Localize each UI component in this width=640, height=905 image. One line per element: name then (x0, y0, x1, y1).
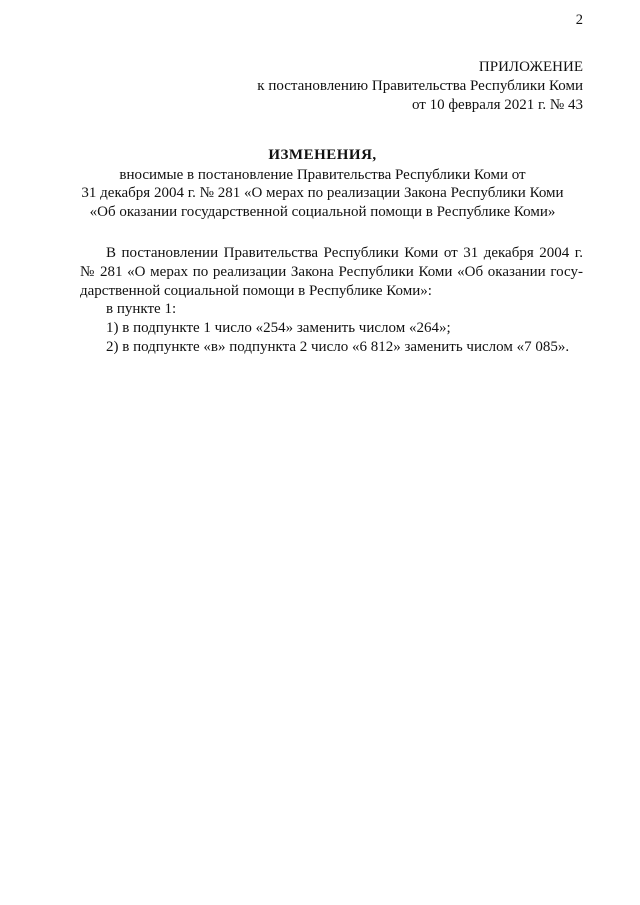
list-item-2: 2) в подпункте «в» подпункта 2 число «6 812» заменить числом «7 085». (106, 338, 570, 355)
page-number: 2 (575, 12, 583, 28)
body-paragraph-line-3: дарственной социальной помощи в Республике Коми»: (80, 282, 432, 299)
list-item-1: 1) в подпункте 1 число «254» заменить числом «264»; (106, 320, 451, 337)
body-paragraph-line-2: № 281 «О мерах по реализации Закона Республики Коми «Об оказании госу- (80, 263, 583, 280)
heading-line-2: 31 декабря 2004 г. № 281 «О мерах по реализации Закона Республики Коми (81, 185, 564, 201)
appendix-reference-line: к постановлению Правительства Республики Коми (257, 78, 583, 94)
document-heading (60, 146, 585, 221)
heading-line-3: «Об оказании государственной социальной помощи в Республике Коми» (89, 203, 556, 220)
appendix-header (257, 58, 583, 115)
item-intro: в пункте 1: (106, 301, 177, 318)
appendix-label: ПРИЛОЖЕНИЕ (478, 59, 583, 75)
body-paragraph-line-1: В постановлении Правительства Республики Коми от 31 декабря 2004 г. (106, 245, 583, 261)
document-body (80, 244, 583, 357)
document-title: ИЗМЕНЕНИЯ, (268, 147, 377, 163)
heading-line-1: вносимые в постановление Правительства Республики Коми от (119, 166, 526, 183)
appendix-date-number: от 10 февраля 2021 г. № 43 (411, 97, 583, 113)
